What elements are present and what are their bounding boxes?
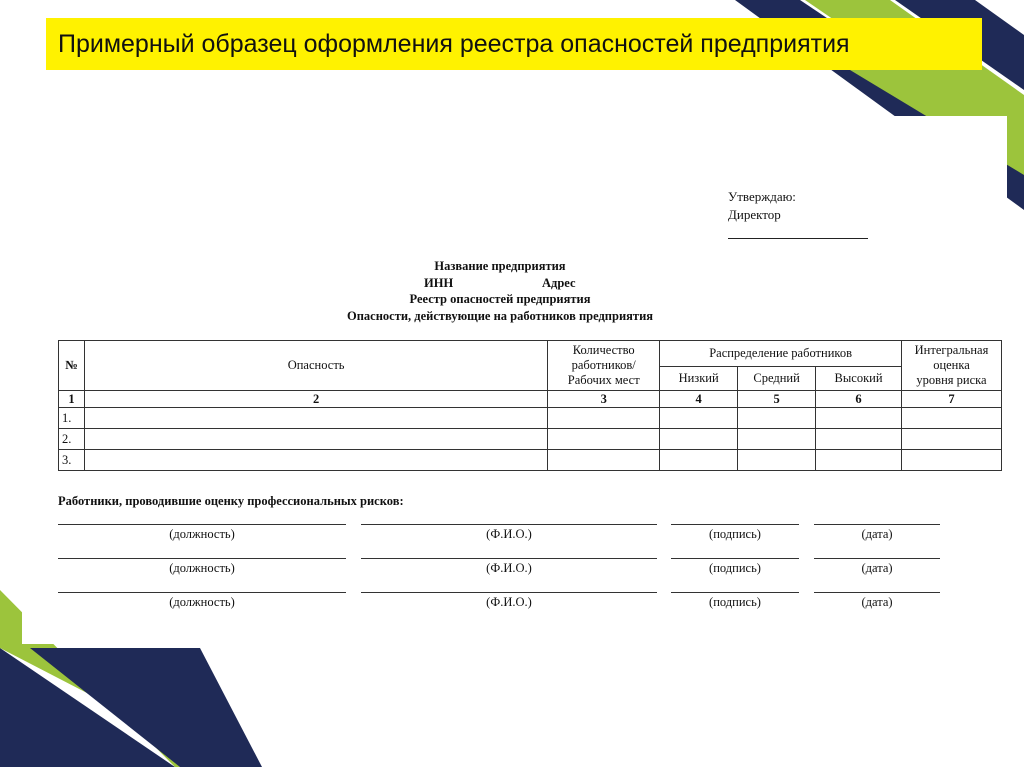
table-cell — [738, 408, 816, 429]
table-cell — [660, 450, 738, 471]
row-number: 2. — [59, 429, 85, 450]
col-count-line-1: Количество — [572, 343, 635, 357]
position-field: (должность) — [58, 592, 346, 610]
table-row — [59, 408, 1002, 429]
date-field: (дата) — [814, 524, 940, 542]
table-cell — [84, 450, 547, 471]
col-num-1: 1 — [59, 391, 85, 408]
fio-field: (Ф.И.О.) — [361, 524, 657, 542]
table-row — [59, 429, 1002, 450]
company-name: Название предприятия — [434, 259, 566, 273]
inn-address-row — [272, 275, 728, 292]
inn-label: ИНН — [424, 275, 454, 290]
approval-label: Утверждаю: — [728, 189, 796, 204]
fio-field: (Ф.И.О.) — [361, 558, 657, 576]
address-label: Адрес — [542, 275, 576, 290]
col-num-6: 6 — [816, 391, 902, 408]
table-cell — [84, 429, 547, 450]
table-cell — [738, 450, 816, 471]
col-integral-line-3: уровня риска — [916, 373, 987, 387]
col-distribution-header: Распределение работников — [660, 341, 902, 367]
col-num-4: 4 — [660, 391, 738, 408]
position-field: (должность) — [58, 558, 346, 576]
signature-field: (подпись) — [671, 592, 799, 610]
row-number: 3. — [59, 450, 85, 471]
slide-title: Примерный образец оформления реестра опасностей предприятия — [46, 18, 982, 70]
date-field: (дата) — [814, 558, 940, 576]
table-cell — [660, 408, 738, 429]
position-field: (должность) — [58, 524, 346, 542]
col-num-3: 3 — [548, 391, 660, 408]
table-cell — [548, 450, 660, 471]
col-num-2: 2 — [84, 391, 547, 408]
signature-field: (подпись) — [671, 524, 799, 542]
document-header — [272, 258, 728, 324]
register-subtitle: Опасности, действующие на работников предприятия — [346, 308, 654, 323]
table-row — [59, 450, 1002, 471]
table-cell — [902, 450, 1002, 471]
table-cell — [738, 429, 816, 450]
col-integral-line-1: Интегральная — [914, 343, 989, 357]
fio-field: (Ф.И.О.) — [361, 592, 657, 610]
table-cell — [902, 408, 1002, 429]
register-title: Реестр опасностей предприятия — [409, 292, 591, 306]
table-cell — [548, 429, 660, 450]
col-number-header: № — [59, 341, 85, 391]
table-cell — [660, 429, 738, 450]
col-num-7: 7 — [902, 391, 1002, 408]
col-num-5: 5 — [738, 391, 816, 408]
col-count-header — [548, 341, 660, 391]
col-mid-header: Средний — [738, 367, 816, 391]
table-cell — [816, 429, 902, 450]
date-field: (дата) — [814, 592, 940, 610]
table-cell — [84, 408, 547, 429]
col-count-line-3: Рабочих мест — [567, 373, 640, 387]
signature-field: (подпись) — [671, 558, 799, 576]
table-cell — [902, 429, 1002, 450]
workers-title: Работники, проводившие оценку профессиональных рисков: — [58, 494, 404, 508]
col-count-line-2: работников/ — [571, 358, 636, 372]
hazard-register-table — [58, 340, 1002, 471]
document-page — [22, 116, 1007, 644]
col-low-header: Низкий — [660, 367, 738, 391]
col-integral-line-2: оценка — [933, 358, 970, 372]
column-number-row — [59, 391, 1002, 408]
col-integral-header — [902, 341, 1002, 391]
col-high-header: Высокий — [816, 367, 902, 391]
row-number: 1. — [59, 408, 85, 429]
table-cell — [816, 450, 902, 471]
approval-director: Директор — [728, 207, 781, 222]
table-cell — [548, 408, 660, 429]
table-cell — [816, 408, 902, 429]
approval-signature-line — [728, 224, 868, 239]
approval-block — [728, 188, 868, 239]
col-hazard-header: Опасность — [84, 341, 547, 391]
table-header-row — [59, 341, 1002, 367]
